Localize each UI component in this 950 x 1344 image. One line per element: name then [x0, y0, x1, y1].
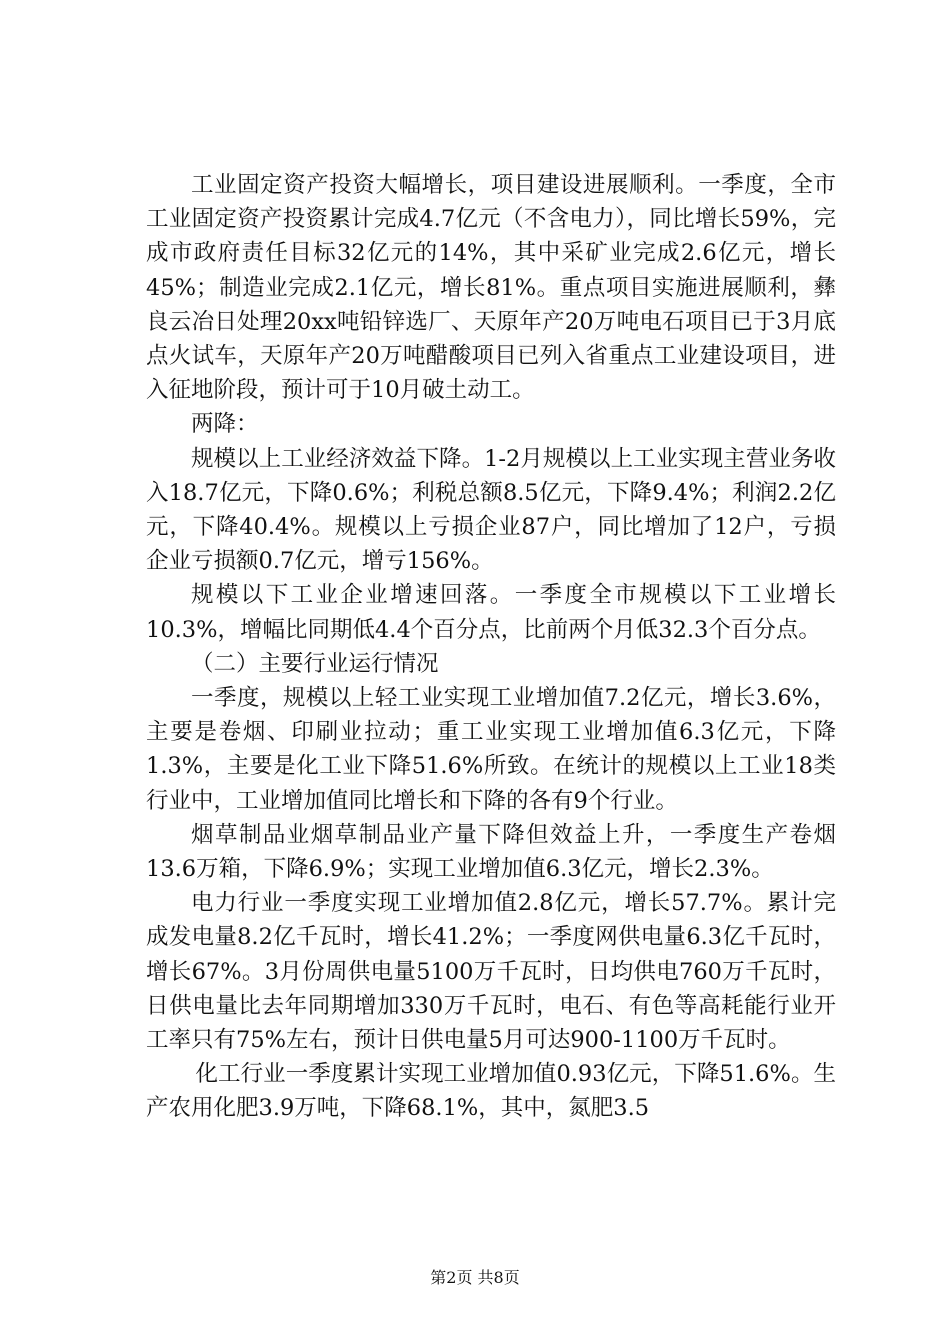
page-number: 第2页 共8页 — [430, 1268, 520, 1287]
paragraph-chemical: 化工行业一季度累计实现工业增加值0.93亿元，下降51.6%。生产农用化肥3.9万吨，下降68.1%，其中，氮肥3.5 — [146, 1061, 836, 1122]
paragraph-investment: 工业固定资产投资大幅增长，项目建设进展顺利。一季度，全市工业固定资产投资累计完成4.7亿元（不含电力），同比增长59%，完成市政府责任目标32亿元的14%，其中采矿业完成2.6亿元，增长45%；制造业完成2.1亿元，增长81%。重点项目实施进展顺利，彝良云冶日处理20xx吨铅锌选厂、天原年产20万吨电石项目已于3月底点火试车，天原年产20万吨醋酸项目已列入省重点工业建设项目，进入征地阶段，预计可于10月破土动工。 — [146, 172, 836, 404]
paragraph-below-scale-growth: 规模以下工业企业增速回落。一季度全市规模以下工业增长10.3%，增幅比同期低4.4个百分点，比前两个月低32.3个百分点。 — [146, 582, 836, 643]
paragraph-tobacco: 烟草制品业烟草制品业产量下降但效益上升，一季度生产卷烟13.6万箱，下降6.9%；实现工业增加值6.3亿元，增长2.3%。 — [146, 821, 836, 883]
document-body — [146, 168, 836, 1126]
paragraph-above-scale-benefit: 规模以上工业经济效益下降。1-2月规模以上工业实现主营业务收入18.7亿元，下降0.6%；利税总额8.5亿元，下降9.4%；利润2.2亿元，下降40.4%。规模以上亏损企业87户，同比增加了12户，亏损企业亏损额0.7亿元，增亏156%。 — [146, 445, 836, 575]
section-heading-main-industries: （二）主要行业运行情况 — [191, 650, 439, 677]
paragraph-power: 电力行业一季度实现工业增加值2.8亿元，增长57.7%。累计完成发电量8.2亿千瓦时，增长41.2%；一季度网供电量6.3亿千瓦时，增长67%。3月份周供电量5100万千瓦时，日均供电760万千瓦时，日供电量比去年同期增加330万千瓦时，电石、有色等高耗能行业开工率只有75%左右，预计日供电量5月可达900-1100万千瓦时。 — [146, 890, 836, 1054]
paragraph-light-heavy-industry: 一季度，规模以上轻工业实现工业增加值7.2亿元，增长3.6%，主要是卷烟、印刷业拉动；重工业实现工业增加值6.3亿元，下降1.3%，主要是化工业下降51.6%所致。在统计的规模以上工业18类行业中，工业增加值同比增长和下降的各有9个行业。 — [146, 685, 836, 814]
paragraph-two-declines-heading: 两降： — [191, 411, 259, 438]
